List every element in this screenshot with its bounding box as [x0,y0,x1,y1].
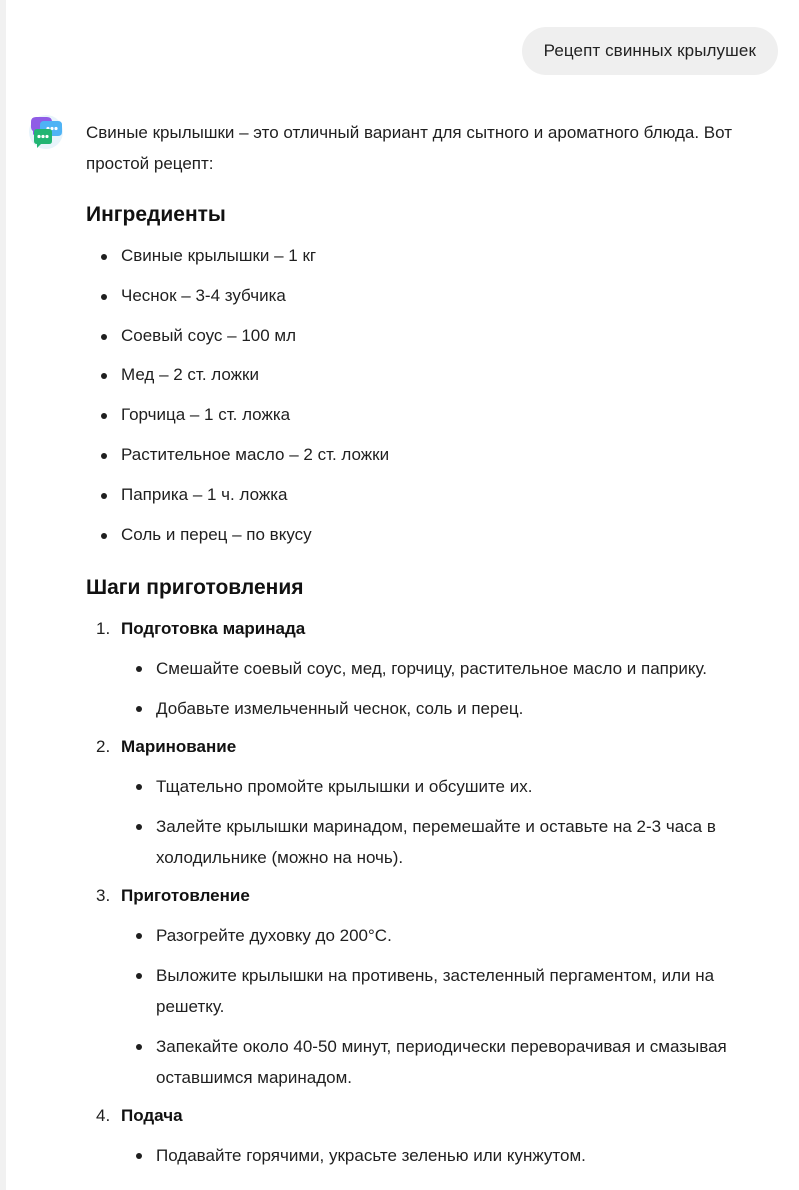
bullet-dot [101,373,107,379]
step-number: 1. [96,618,111,638]
substep-item: Залейте крылышки маринадом, перемешайте и оставьте на 2-3 часа в холодильнике (можно на ночь). [156,811,776,873]
step-item [96,1102,776,1171]
step-title: Маринование [121,736,237,756]
substep-item: Запекайте около 40-50 минут, периодически переворачивая и смазывая оставшимся маринадом. [156,1031,776,1093]
bullet-dot [101,453,107,459]
substep-item: Выложите крылышки на противень, застеленный пергаментом, или на решетку. [156,960,776,1022]
substep-item: Подавайте горячими, украсьте зеленью или кунжутом. [156,1140,776,1171]
substep-item: Добавьте измельченный чеснок, соль и перец. [156,693,776,724]
substep-item: Смешайте соевый соус, мед, горчицу, растительное масло и паприку. [156,653,776,684]
step-number: 3. [96,885,111,905]
bullet-dot [136,824,142,830]
bullet-dot [136,784,142,790]
step-title: Подача [121,1105,183,1125]
step-substeps [121,1140,776,1171]
ingredient-item: Растительное масло – 2 ст. ложки [121,441,776,469]
bullet-dot [101,254,107,260]
bullet-dot [136,933,142,939]
ingredient-item: Соль и перец – по вкусу [121,521,776,549]
ingredient-item: Паприка – 1 ч. ложка [121,481,776,509]
bullet-dot [136,706,142,712]
step-substeps [121,920,776,1093]
step-substeps [121,653,776,724]
bullet-dot [101,413,107,419]
step-substeps [121,771,776,873]
step-title: Приготовление [121,885,250,905]
substep-item: Тщательно промойте крылышки и обсушите их. [156,771,776,802]
steps-list [86,615,776,1171]
bullet-dot [136,1153,142,1159]
chat-bubbles-icon [27,113,65,151]
bullet-dot [101,533,107,539]
user-message-bubble [522,27,778,75]
bullet-dot [101,294,107,300]
step-item [96,882,776,1093]
user-message-text: Рецепт свинных крылушек [543,41,756,60]
steps-heading: Шаги приготовления [86,575,304,599]
substep-item: Разогрейте духовку до 200°C. [156,920,776,951]
step-item [96,615,776,724]
bullet-dot [101,493,107,499]
ingredient-item: Соевый соус – 100 мл [121,322,776,350]
step-number: 2. [96,736,111,756]
ingredient-item: Горчица – 1 ст. ложка [121,401,776,429]
step-number: 4. [96,1105,111,1125]
ingredients-list [86,242,776,549]
ingredients-heading: Ингредиенты [86,203,226,226]
bullet-dot [101,334,107,340]
left-rail [0,0,6,1190]
assistant-response [86,117,776,1180]
intro-text: Свиные крылышки – это отличный вариант для сытного и ароматного блюда. Вот простой рецепт: [86,123,732,173]
step-title: Подготовка маринада [121,618,306,638]
bullet-dot [136,973,142,979]
ingredient-item: Мед – 2 ст. ложки [121,361,776,389]
ingredient-item: Чеснок – 3-4 зубчика [121,282,776,310]
bullet-dot [136,666,142,672]
step-item [96,733,776,873]
ingredient-item: Свиные крылышки – 1 кг [121,242,776,270]
bullet-dot [136,1044,142,1050]
